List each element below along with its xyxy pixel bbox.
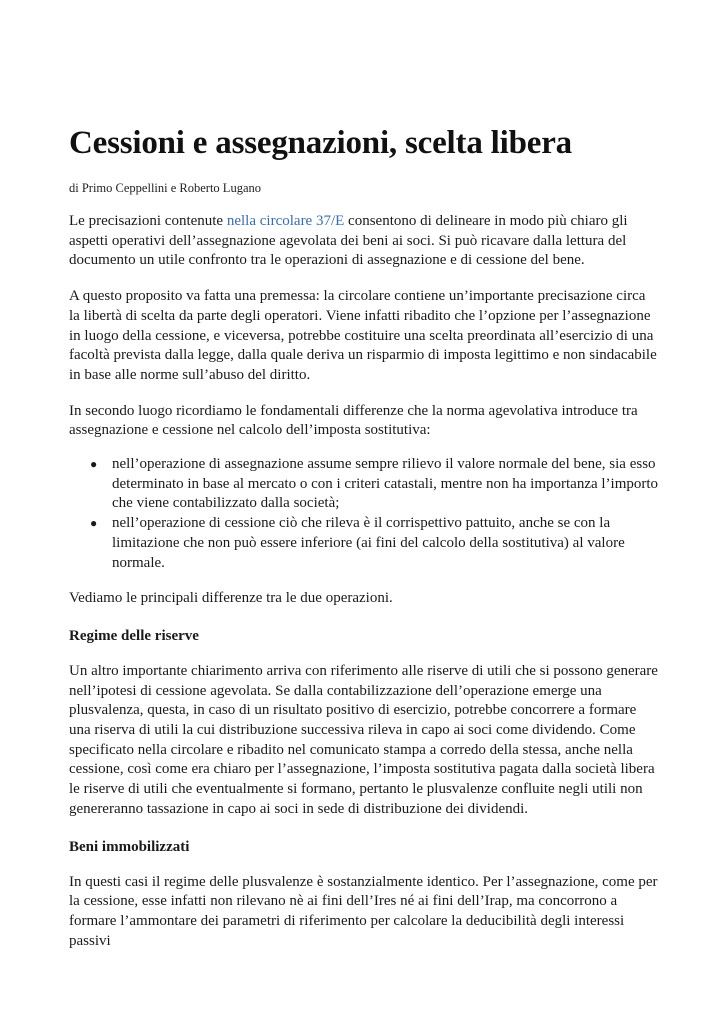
list-item-text: nell’operazione di assegnazione assume sempre rilievo il valore normale del bene, sia esso determinato in base al mercato o con i criteri catastali, mentre non ha importanza l’importo che viene contabilizzato dalla società; xyxy=(112,456,659,512)
section-heading-beni: Beni immobilizzati xyxy=(69,838,190,855)
paragraph-riserve: Un altro importante chiarimento arriva con riferimento alle riserve di utili che si possono generare nell’ipotesi di cessione agevolata. Se dalla contabilizzazione dell’operazione emerge una plusvalenza, questa, in caso di un risultato positivo di esercizio, potrebbe concorrere a formare una riserva di utili la cui distribuzione successiva rileva in capo ai soci come dividendo. Come specificato nella circolare e ribadito nel comunicato stampa a corredo della stessa, anche nella cessione, così come era chiaro per l’assegnazione, l’imposta sostitutiva pagata dalla società libera le riserve di utili che eventualmente si formano, pertanto le plusvalenze confluite negli utili non genereranno tassazione in capo ai soci in sede di distribuzione dei dividendi. xyxy=(69,662,658,817)
paragraph-premessa: A questo proposito va fatta una premessa: la circolare contiene un’importante precisazione circa la libertà di scelta da parte degli operatori. Viene infatti ribadito che l’opzione per l’assegnazione in luogo della cessione, e viceversa, potrebbe costituire una scelta preordinata all’esercizio di una facoltà prevista dalla legge, dalla quale deriva un risparmio di imposta legittimo e non sindacabile in base alle norme sull’abuso del diritto. xyxy=(69,288,657,383)
differenze-list xyxy=(69,455,659,573)
article-byline: di Primo Ceppellini e Roberto Lugano xyxy=(69,181,261,195)
bullet-dot-icon: ● xyxy=(90,516,98,531)
article xyxy=(69,124,659,951)
list-item xyxy=(90,514,659,573)
paragraph-intro xyxy=(69,212,659,271)
paragraph-vediamo: Vediamo le principali differenze tra le due operazioni. xyxy=(69,590,393,607)
section-heading-riserve: Regime delle riserve xyxy=(69,627,199,644)
paragraph-differenze: In secondo luogo ricordiamo le fondamentali differenze che la norma agevolativa introduce tra assegnazione e cessione nel calcolo dell’imposta sostitutiva: xyxy=(69,402,638,439)
bullet-dot-icon: ● xyxy=(90,457,98,472)
paragraph-intro-text-before: Le precisazioni contenute xyxy=(69,213,227,229)
circolare-link[interactable]: nella circolare 37/E xyxy=(226,213,345,229)
list-item-text: nell’operazione di cessione ciò che rileva è il corrispettivo pattuito, anche se con la limitazione che non può essere inferiore (ai fini del calcolo della sostitutiva) al valore normale. xyxy=(112,515,625,571)
article-title: Cessioni e assegnazioni, scelta libera xyxy=(69,125,572,161)
paragraph-intro-text-after: consentono di delineare in modo più chiaro gli aspetti operativi dell’assegnazione agevolata dei beni ai soci. Si può ricavare dalla lettura del documento un utile confronto tra le operazioni di assegnazione e di cessione del bene. xyxy=(69,213,628,269)
list-item xyxy=(90,455,659,514)
paragraph-beni: In questi casi il regime delle plusvalenze è sostanzialmente identico. Per l’assegnazione, come per la cessione, esse infatti non rilevano nè ai fini dell’Ires né ai fini dell’Irap, ma concorrono a formare l’ammontare dei parametri di riferimento per calcolare la deducibilità degli interessi passivi xyxy=(69,873,658,949)
